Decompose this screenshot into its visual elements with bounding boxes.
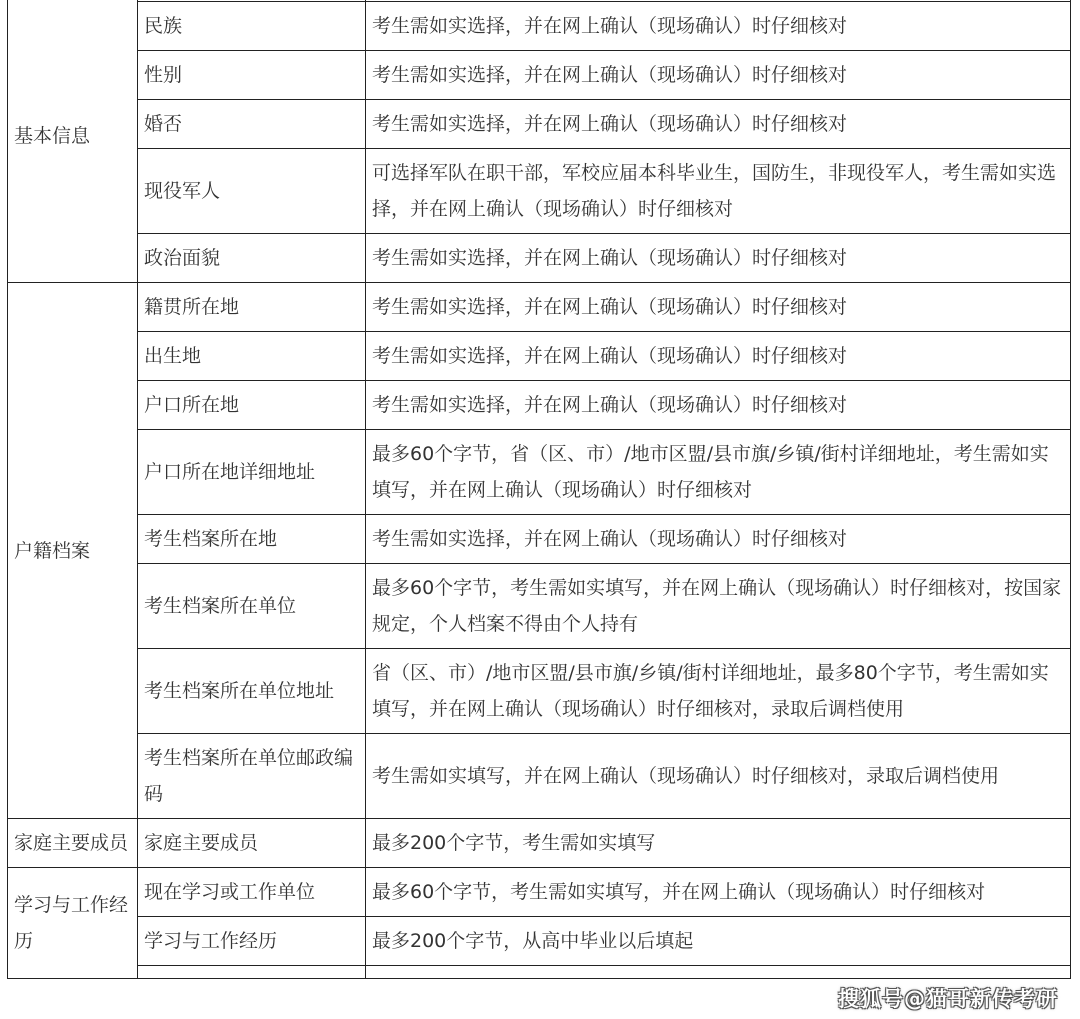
field-cell: 民族 <box>138 2 366 51</box>
table-row <box>8 649 1071 734</box>
field-cell: 出生地 <box>138 332 366 381</box>
table-row <box>8 564 1071 649</box>
watermark: 搜狐号@猫哥新传考研 <box>838 987 1058 1011</box>
table-row <box>8 966 1071 979</box>
note-cell: 考生需如实选择，并在网上确认（现场确认）时仔细核对 <box>366 100 1071 149</box>
field-cell: 学习与工作经历 <box>138 917 366 966</box>
table-row <box>8 100 1071 149</box>
note-cell: 考生需如实选择，并在网上确认（现场确认）时仔细核对 <box>366 515 1071 564</box>
field-cell: 性别 <box>138 51 366 100</box>
note-cell <box>366 966 1071 979</box>
note-cell: 可选择军队在职干部，军校应届本科毕业生，国防生，非现役军人，考生需如实选择，并在网上确认（现场确认）时仔细核对 <box>366 149 1071 234</box>
note-cell: 考生需如实选择，并在网上确认（现场确认）时仔细核对 <box>366 2 1071 51</box>
category-cell: 家庭主要成员 <box>8 819 138 868</box>
field-cell: 考生档案所在地 <box>138 515 366 564</box>
note-cell: 最多200个字节，考生需如实填写 <box>366 819 1071 868</box>
field-cell: 考生档案所在单位 <box>138 564 366 649</box>
field-cell: 考生档案所在单位邮政编码 <box>138 734 366 819</box>
note-cell: 最多60个字节，省（区、市）/地市区盟/县市旗/乡镇/街村详细地址，考生需如实填写，并在网上确认（现场确认）时仔细核对 <box>366 430 1071 515</box>
field-cell: 家庭主要成员 <box>138 819 366 868</box>
note-cell: 最多60个字节，考生需如实填写，并在网上确认（现场确认）时仔细核对 <box>366 868 1071 917</box>
field-cell: 考生档案所在单位地址 <box>138 649 366 734</box>
table-row <box>8 149 1071 234</box>
info-table <box>7 0 1071 979</box>
note-cell: 最多200个字节，从高中毕业以后填起 <box>366 917 1071 966</box>
table-row <box>8 2 1071 51</box>
field-cell: 政治面貌 <box>138 234 366 283</box>
field-cell: 现在学习或工作单位 <box>138 868 366 917</box>
note-cell: 考生需如实填写，并在网上确认（现场确认）时仔细核对，录取后调档使用 <box>366 734 1071 819</box>
note-cell: 省（区、市）/地市区盟/县市旗/乡镇/街村详细地址，最多80个字节，考生需如实填写，并在网上确认（现场确认）时仔细核对，录取后调档使用 <box>366 649 1071 734</box>
table-row <box>8 734 1071 819</box>
field-cell: 户口所在地详细地址 <box>138 430 366 515</box>
note-cell: 考生需如实选择，并在网上确认（现场确认）时仔细核对 <box>366 283 1071 332</box>
info-table-body <box>8 0 1071 979</box>
category-cell: 户籍档案 <box>8 283 138 819</box>
field-cell: 籍贯所在地 <box>138 283 366 332</box>
table-row <box>8 917 1071 966</box>
table-row <box>8 430 1071 515</box>
table-row <box>8 515 1071 564</box>
category-cell: 基本信息 <box>8 0 138 283</box>
table-row <box>8 819 1071 868</box>
note-cell: 考生需如实选择，并在网上确认（现场确认）时仔细核对 <box>366 234 1071 283</box>
note-cell: 考生需如实选择，并在网上确认（现场确认）时仔细核对 <box>366 381 1071 430</box>
note-cell: 考生需如实选择，并在网上确认（现场确认）时仔细核对 <box>366 332 1071 381</box>
table-row <box>8 283 1071 332</box>
table-row <box>8 332 1071 381</box>
field-cell: 户口所在地 <box>138 381 366 430</box>
category-cell: 学习与工作经历 <box>8 868 138 979</box>
table-row <box>8 234 1071 283</box>
note-cell: 最多60个字节，考生需如实填写，并在网上确认（现场确认）时仔细核对，按国家规定，个人档案不得由个人持有 <box>366 564 1071 649</box>
field-cell <box>138 966 366 979</box>
field-cell: 现役军人 <box>138 149 366 234</box>
table-row <box>8 381 1071 430</box>
table-row <box>8 51 1071 100</box>
note-cell: 考生需如实选择，并在网上确认（现场确认）时仔细核对 <box>366 51 1071 100</box>
table-row <box>8 868 1071 917</box>
field-cell: 婚否 <box>138 100 366 149</box>
